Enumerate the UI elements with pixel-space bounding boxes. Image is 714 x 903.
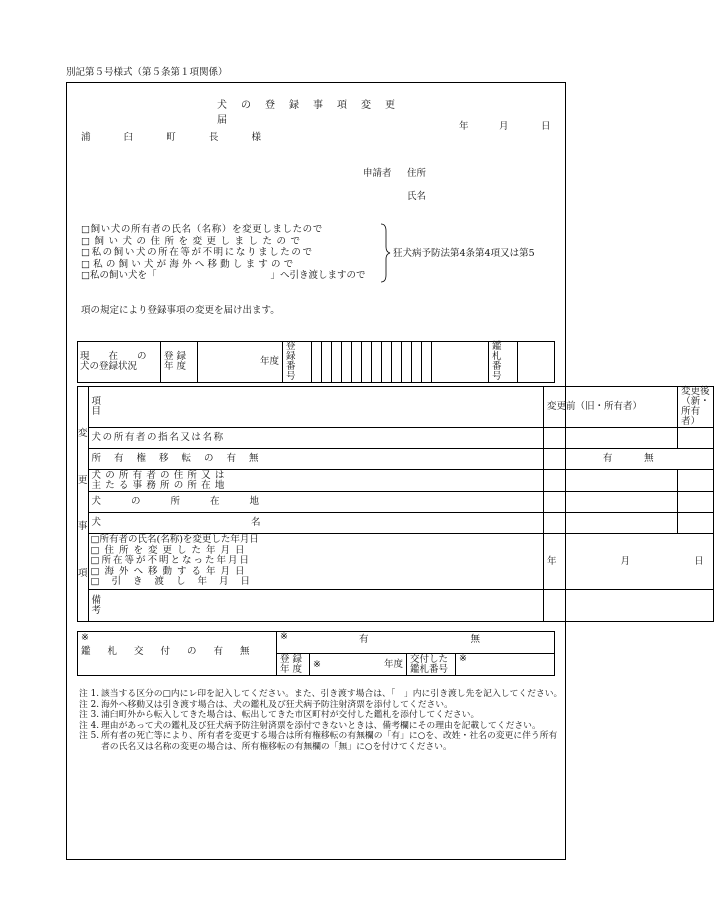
transfer-none-option[interactable]: 無: [644, 453, 654, 464]
addressee-char: 臼: [123, 132, 134, 143]
brace-icon: [379, 223, 391, 283]
law-reference: 狂犬病予防法第4条第4項又は第5: [393, 248, 535, 259]
owner-name-after-field[interactable]: [678, 428, 714, 449]
reg-no-digit-cell[interactable]: [332, 342, 342, 383]
after-header: 変更後（新・所有者）: [678, 387, 714, 428]
issue-none-option[interactable]: 無: [470, 634, 480, 645]
reg-no-digit-cell[interactable]: [352, 342, 362, 383]
item-header-text: 項 目: [91, 396, 541, 417]
reg-no-digit-cell[interactable]: [422, 342, 432, 383]
note-item: [79, 689, 563, 700]
checkbox-item-missing[interactable]: □私の飼い犬の所在等が不明になりましたので: [81, 247, 314, 258]
issue-tag-label: [407, 654, 456, 676]
change-date-day: 日: [694, 555, 704, 567]
status-table: [77, 341, 555, 383]
status-reg-year-line1: 登 録: [164, 351, 187, 362]
dog-location-label: [88, 492, 544, 513]
note-number: 注 2.: [79, 699, 99, 710]
checkbox-list: [81, 224, 381, 282]
dog-name-label: [88, 513, 544, 534]
reg-no-digit-cell[interactable]: [342, 342, 352, 383]
dog-name-text: 犬名: [91, 517, 411, 528]
note-text: 所有者の死亡等により、所有者を変更する場合は所有権移転の有無欄の「有」に○を、改姓・社名の変更に伴う所有者の氏名又は名称の変更の場合は、所有権移転の有無欄の「無」に○を付けてください。: [101, 731, 558, 752]
status-current-label: [78, 342, 161, 383]
dog-name-before-field[interactable]: [544, 513, 678, 534]
item-header: [88, 387, 544, 428]
note-number: 注 5.: [79, 731, 99, 741]
note-text: 浦臼町外から転入してきた場合は、転出してきた市区町村が交付した鑑札を添付してください。: [101, 710, 480, 720]
change-date-items: [88, 534, 544, 590]
reg-no-digit-cell[interactable]: [312, 342, 322, 383]
date-year-label: 年: [459, 121, 469, 132]
date-item-transfer[interactable]: □引き渡し年月日: [90, 576, 262, 588]
form-title: [217, 96, 417, 126]
issue-mark: ※: [81, 632, 89, 643]
remarks-field[interactable]: [544, 590, 714, 622]
date-day-label: 日: [541, 121, 551, 132]
status-reg-year-field[interactable]: [198, 342, 283, 383]
status-reg-year-line2: 年 度: [164, 361, 187, 372]
reg-no-digit-cell[interactable]: [322, 342, 332, 383]
transfer-exists-option[interactable]: 有: [602, 453, 613, 464]
note-number: 注 4.: [79, 720, 99, 731]
reg-no-digit-cell[interactable]: [362, 342, 372, 383]
issue-reg-year-mark: ※: [313, 658, 321, 670]
addressee: [81, 132, 261, 143]
issue-exists-option[interactable]: 有: [358, 634, 369, 645]
checkbox-item-address[interactable]: □飼い犬の住所を変更しましたので: [81, 235, 305, 247]
date-item-address[interactable]: □住所を変更した年月日: [90, 544, 250, 556]
note-text: 海外へ移動又は引き渡す場合は、犬の鑑札及び狂犬病予防注射済票を添付してください。: [101, 699, 453, 710]
note-item: [79, 721, 563, 732]
change-date-year: 年: [547, 555, 557, 567]
status-reg-no-line1: 登 録: [286, 341, 296, 362]
status-reg-year-label: [161, 342, 198, 383]
changes-side-label: [78, 387, 89, 622]
transfer-text: 所有権移転の有無: [91, 453, 272, 464]
transfer-field[interactable]: [544, 449, 714, 470]
transfer-label: [88, 449, 544, 470]
law-reference-continued: 項の規定により登録事項の変更を届け出ます。: [81, 305, 280, 316]
status-tag-line2: 番 号: [492, 361, 502, 382]
reg-no-digit-cell[interactable]: [392, 342, 402, 383]
checkbox-item-transfer[interactable]: □私の飼い犬を「 」へ引き渡しますので: [81, 270, 366, 281]
remarks-label: [88, 590, 544, 622]
side-char: 変: [78, 428, 88, 439]
issue-reg-year-field[interactable]: [310, 654, 407, 676]
issue-reg-year-line2: 年 度: [280, 663, 303, 675]
issue-tag-field[interactable]: [456, 654, 555, 676]
side-char: 事: [78, 521, 88, 533]
note-text: 理由があって犬の鑑札及び狂犬病予防注射済票を添付できないときは、備考欄にその理由を記載してください。: [101, 720, 541, 731]
note-text: 該当する区分の□内にレ印を記入してください。また、引き渡す場合は、「 」内に引き渡し先を記入してください。: [101, 689, 563, 699]
issue-tag-line2: 鑑札番号: [410, 663, 449, 675]
issue-label-text: 鑑札交付の有無: [81, 646, 267, 657]
issue-reg-year-line1: 登 録: [280, 653, 303, 665]
note-number: 注 1.: [79, 689, 99, 699]
status-tag-field[interactable]: [518, 342, 555, 383]
issue-exists-field[interactable]: [277, 632, 555, 654]
notes: [79, 689, 563, 752]
status-current-line2: 犬の登録状況: [80, 361, 138, 372]
dog-location-before-field[interactable]: [544, 492, 678, 513]
status-reg-no-line2: 番 号: [286, 361, 296, 382]
dog-location-text: 犬の所在地: [91, 496, 290, 507]
side-char: 項: [78, 567, 88, 579]
change-date-month: 月: [620, 555, 631, 567]
form-title-text: 犬の登録事項変更届: [217, 100, 409, 126]
addressee-char: 浦: [81, 132, 91, 143]
issue-table: [77, 631, 555, 676]
owner-address-label: [88, 470, 544, 492]
issue-tag-line1: 交付した: [410, 653, 449, 665]
owner-name-text: 犬の所有者の指名又は名称: [91, 432, 225, 443]
owner-address-after-field[interactable]: [678, 470, 714, 492]
owner-address-before-field[interactable]: [544, 470, 678, 492]
status-reg-no-label: [283, 342, 312, 383]
issue-tag-mark: ※: [459, 653, 467, 664]
change-date-field[interactable]: [544, 534, 714, 590]
reg-no-extra-cell[interactable]: [432, 342, 489, 383]
date-item-overseas[interactable]: □海外へ移動する年月日: [90, 565, 250, 577]
status-current-line1: 現 在 の: [80, 351, 147, 362]
issue-reg-year-label: [277, 654, 310, 676]
reg-no-digit-cell[interactable]: [402, 342, 412, 383]
issue-exists-mark: ※: [280, 631, 288, 642]
owner-address-line2: 主たる事務所の所在地: [91, 479, 229, 491]
before-header: 変更前（旧・所有者）: [544, 387, 678, 428]
issue-nendo-label: 年度: [383, 658, 403, 670]
date-item-owner-name[interactable]: □所有者の氏名(名称)を変更した年月日: [90, 534, 259, 546]
addressee-char: 長: [208, 132, 219, 143]
note-item: [79, 710, 563, 721]
dog-name-after-field[interactable]: [678, 513, 714, 534]
reg-no-digit-cell[interactable]: [382, 342, 392, 383]
note-item: [79, 731, 563, 752]
issue-label-cell: [78, 632, 277, 676]
status-tag-line1: 鑑 札: [492, 341, 502, 362]
note-item: [79, 700, 563, 711]
addressee-char: 様: [251, 132, 261, 143]
note-number: 注 3.: [79, 710, 99, 720]
owner-name-label: [88, 428, 544, 449]
form-label: 別記第５号様式（第５条第１項関係）: [66, 67, 228, 78]
reg-no-digit-cell[interactable]: [412, 342, 422, 383]
checkbox-item-owner-name[interactable]: □飼い犬の所有者の氏名（名称）を変更しましたので: [81, 224, 323, 235]
changes-table: [77, 386, 714, 622]
issue-label: [81, 647, 273, 657]
remarks-text: 備 考: [91, 594, 541, 616]
status-tag-label: [489, 342, 518, 383]
dog-location-after-field[interactable]: [678, 492, 714, 513]
name-label: 氏名: [407, 191, 427, 202]
form-frame: [66, 82, 710, 860]
applicant-label: 申請者: [363, 168, 392, 179]
owner-name-before-field[interactable]: [544, 428, 678, 449]
side-char: 更: [78, 474, 88, 486]
owner-address-line1: 犬の所有者の住所又は: [91, 469, 229, 481]
addressee-char: 町: [166, 132, 176, 143]
date-month-label: 月: [499, 121, 509, 132]
address-label: 住所: [407, 168, 427, 179]
checkbox-item-overseas[interactable]: □私の飼い犬が海外へ移動しますので: [81, 258, 297, 270]
status-nendo-label: 年度: [259, 356, 279, 367]
reg-no-digit-cell[interactable]: [372, 342, 382, 383]
date-item-missing[interactable]: □所在等が不明となった年月日: [90, 555, 251, 567]
